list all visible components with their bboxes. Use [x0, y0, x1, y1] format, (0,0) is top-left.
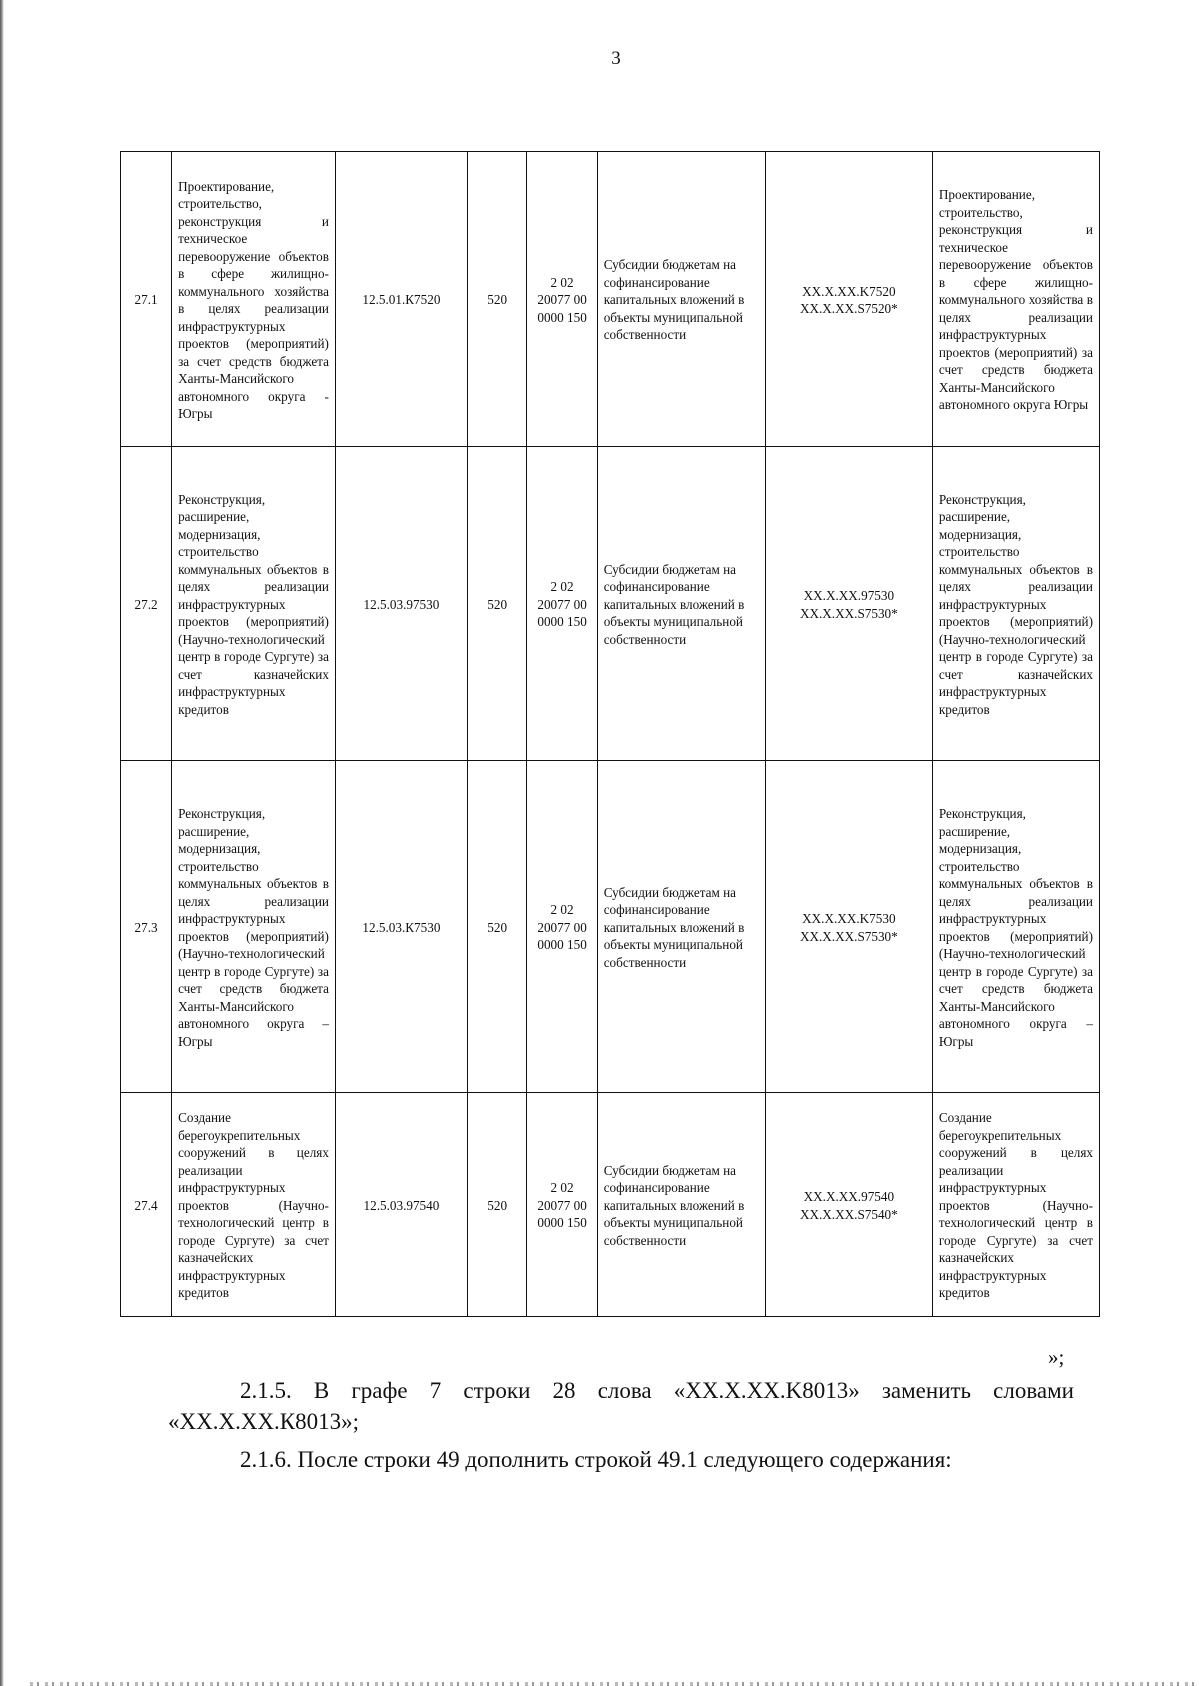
- table-row: [121, 447, 1100, 761]
- expense-type: 520: [467, 152, 527, 447]
- row-name: Проектирование, строительство, реконструкция и техническое перевооружение объектов в сфере жилищно-коммунального хозяйства в целях реализации инфраструктурных проектов (мероприятий) за счет средств бюджета Ханты-Мансийского автономного округа - Югры: [172, 152, 336, 447]
- local-name: Создание берегоукрепительных сооружений в целях реализации инфраструктурных проектов (Научно-технологический центр в городе Сургуте) за счет казначейских инфраструктурных кредитов: [932, 1093, 1099, 1317]
- row-name: Реконструкция, расширение, модернизация, строительство коммунальных объектов в целях реализации инфраструктурных проектов (мероприятий) (Научно-технологический центр в городе Сургуте) за счет казначейских инфраструктурных кредитов: [172, 447, 336, 761]
- local-code-primary: XX.X.XX.97540: [803, 1189, 895, 1204]
- local-name: Реконструкция, расширение, модернизация, строительство коммунальных объектов в целях реализации инфраструктурных проектов (мероприятий) (Научно-технологический центр в городе Сургуте) за счет средств бюджета Ханты-Мансийского автономного округа – Югры: [932, 761, 1099, 1093]
- expense-type: 520: [467, 1093, 527, 1317]
- target-code: 12.5.03.97530: [335, 447, 467, 761]
- budget-code-table: [120, 151, 1100, 1317]
- local-name: Проектирование, строительство, реконструкция и техническое перевооружение объектов в сфере жилищно-коммунального хозяйства в целях реализации инфраструктурных проектов (мероприятий) за счет средств бюджета Ханты-Мансийского автономного округа Югры: [932, 152, 1099, 447]
- local-code-secondary: XX.X.XX.S7530*: [799, 605, 898, 621]
- row-number: 27.2: [121, 447, 172, 761]
- local-code-secondary: XX.X.XX.S7530*: [799, 928, 898, 944]
- local-codes: [765, 761, 932, 1093]
- target-code: 12.5.03.К7530: [335, 761, 467, 1093]
- local-codes: [765, 1093, 932, 1317]
- income-code: 2 02 20077 00 0000 150: [527, 152, 597, 447]
- local-codes: [765, 447, 932, 761]
- local-code-primary: XX.X.XX.K7520: [802, 283, 896, 299]
- row-number: 27.1: [121, 152, 172, 447]
- paragraph-2-1-5: 2.1.5. В графе 7 строки 28 слова «XX.X.XX.K8013» заменить словами «XX.X.XX.К8013»;: [168, 1378, 1074, 1434]
- local-name: Реконструкция, расширение, модернизация, строительство коммунальных объектов в целях реализации инфраструктурных проектов (мероприятий) (Научно-технологический центр в городе Сургуте) за счет казначейских инфраструктурных кредитов: [932, 447, 1099, 761]
- local-code-primary: XX.X.XX.K7530: [802, 911, 896, 926]
- scan-left-edge: [0, 0, 4, 1686]
- target-code: 12.5.01.К7520: [335, 152, 467, 447]
- row-number: 27.4: [121, 1093, 172, 1317]
- expense-type: 520: [467, 761, 527, 1093]
- local-code-secondary: XX.X.XX.S7520*: [799, 301, 898, 316]
- expense-type: 520: [467, 447, 527, 761]
- local-codes: [765, 152, 932, 447]
- income-name: Субсидии бюджетам на софинансирование капитальных вложений в объекты муниципальной собственности: [597, 1093, 765, 1317]
- income-name: Субсидии бюджетам на софинансирование капитальных вложений в объекты муниципальной собственности: [597, 152, 765, 447]
- page-number: 3: [611, 48, 621, 69]
- table-row: [121, 1093, 1100, 1317]
- table-row: [121, 152, 1100, 447]
- row-name: Создание берегоукрепительных сооружений в целях реализации инфраструктурных проектов (Научно-технологический центр в городе Сургуте) за счет казначейских инфраструктурных кредитов: [172, 1093, 336, 1317]
- income-name: Субсидии бюджетам на софинансирование капитальных вложений в объекты муниципальной собственности: [597, 447, 765, 761]
- closing-quote: »;: [1048, 1345, 1065, 1369]
- local-code-primary: XX.X.XX.97530: [803, 588, 895, 603]
- income-code: 2 02 20077 00 0000 150: [527, 1093, 597, 1317]
- paragraph-2-1-6: 2.1.6. После строки 49 дополнить строкой 49.1 следующего содержания:: [240, 1447, 952, 1472]
- target-code: 12.5.03.97540: [335, 1093, 467, 1317]
- row-number: 27.3: [121, 761, 172, 1093]
- income-code: 2 02 20077 00 0000 150: [527, 447, 597, 761]
- income-code: 2 02 20077 00 0000 150: [527, 761, 597, 1093]
- table-row: [121, 761, 1100, 1093]
- scan-bottom-edge: [30, 1682, 1200, 1686]
- row-name: Реконструкция, расширение, модернизация, строительство коммунальных объектов в целях реализации инфраструктурных проектов (мероприятий) (Научно-технологический центр в городе Сургуте) за счет средств бюджета Ханты-Мансийского автономного округа – Югры: [172, 761, 336, 1093]
- local-code-secondary: XX.X.XX.S7540*: [799, 1206, 898, 1222]
- income-name: Субсидии бюджетам на софинансирование капитальных вложений в объекты муниципальной собственности: [597, 761, 765, 1093]
